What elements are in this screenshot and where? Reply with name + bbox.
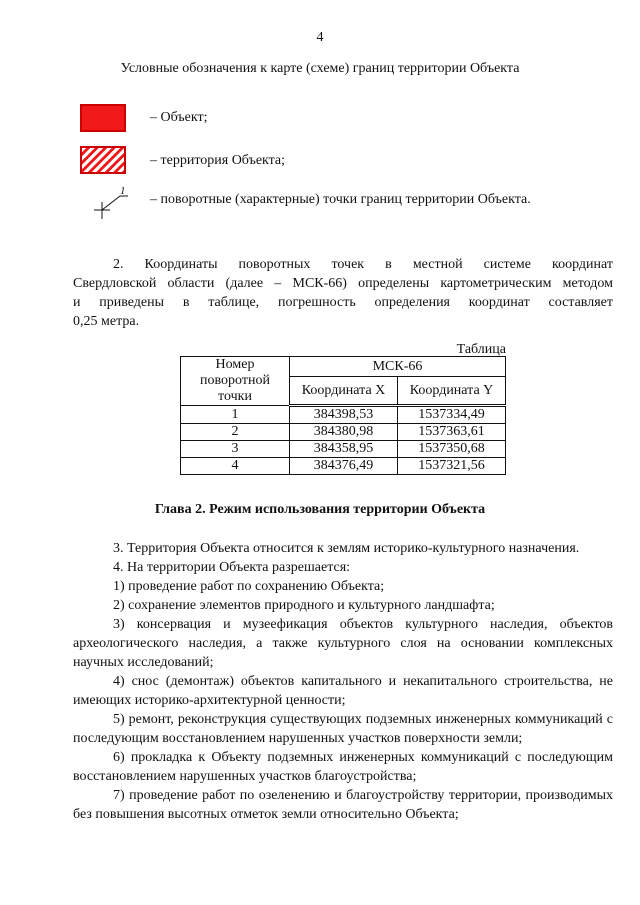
paragraph-line: 2. Координаты поворотных точек в местной системе координат — [113, 257, 613, 272]
table-caption: Таблица — [456, 342, 506, 357]
coordinate-y: 1537350,68 — [398, 441, 506, 458]
list-item: 1) проведение работ по сохранению Объекта; — [113, 579, 385, 594]
legend-object-label: – Объект; — [150, 110, 208, 125]
table-row — [181, 424, 506, 441]
table-row — [181, 458, 506, 475]
list-item: 3) консервация и музеефикация объектов культурного наследия, объектов археологического наследия, а также культурного слоя на основании комплексных научных исследований; — [73, 617, 613, 670]
object-solid-swatch — [80, 104, 126, 132]
legend-object-swatch — [80, 104, 126, 132]
turning-point-symbol-label: 1 — [120, 186, 126, 197]
legend-territory-label: – территория Объекта; — [150, 153, 286, 168]
coordinate-x: 384380,98 — [290, 424, 398, 441]
list-item: 5) ремонт, реконструкция существующих подземных инженерных коммуникаций с последующим восстановлением нарушенных участков поверхности земли; — [73, 712, 613, 746]
point-number: 1 — [181, 406, 290, 424]
page-number: 4 — [316, 30, 324, 45]
paragraph-line: и приведены в таблице, погрешность определения координат составляет — [73, 295, 613, 310]
paragraph-line: Свердловской области (далее – МСК-66) определены картометрическим методом — [73, 276, 613, 291]
header-y: Координата Y — [398, 377, 506, 406]
point-number: 4 — [181, 458, 290, 475]
coordinate-x: 384358,95 — [290, 441, 398, 458]
paragraph-line: 0,25 метра. — [73, 314, 140, 329]
coordinate-y: 1537321,56 — [398, 458, 506, 475]
header-coordinate-system: МСК-66 — [290, 357, 506, 377]
chapter-heading: Глава 2. Режим использования территории Объекта — [154, 502, 486, 517]
coordinate-x: 384376,49 — [290, 458, 398, 475]
coordinate-x: 384398,53 — [290, 406, 398, 424]
paragraph-coordinates — [73, 255, 613, 331]
point-number: 3 — [181, 441, 290, 458]
clause-3: 3. Территория Объекта относится к землям историко-культурного назначения. — [113, 541, 580, 556]
legend-territory-swatch — [80, 146, 126, 174]
clause-4: 4. На территории Объекта разрешается: — [113, 560, 351, 575]
territory-hatched-swatch — [80, 146, 126, 174]
table-row — [181, 441, 506, 458]
list-item: 7) проведение работ по озеленению и благоустройству территории, производимых без повышения высотных отметок земли относительно Объекта; — [73, 788, 613, 822]
chapter-body — [73, 539, 613, 824]
coordinates-table — [180, 356, 506, 475]
table-row — [181, 406, 506, 424]
coordinate-y: 1537363,61 — [398, 424, 506, 441]
coordinate-y: 1537334,49 — [398, 406, 506, 424]
list-item: 4) снос (демонтаж) объектов капитального и некапитального строительства, не имеющих историко-архитектурной ценности; — [73, 674, 613, 708]
list-item: 6) прокладка к Объекту подземных инженерных коммуникаций с последующим восстановлением нарушенных участков благоустройства; — [73, 750, 613, 784]
list-item: 2) сохранение элементов природного и культурного ландшафта; — [113, 598, 495, 613]
header-x: Координата X — [290, 377, 398, 406]
legend-title: Условные обозначения к карте (схеме) границ территории Объекта — [120, 61, 520, 76]
turning-point-symbol-icon — [88, 186, 136, 220]
legend-points-label: – поворотные (характерные) точки границ территории Объекта. — [150, 192, 531, 207]
header-point-number: Номер поворотной точки — [181, 357, 290, 406]
point-number: 2 — [181, 424, 290, 441]
